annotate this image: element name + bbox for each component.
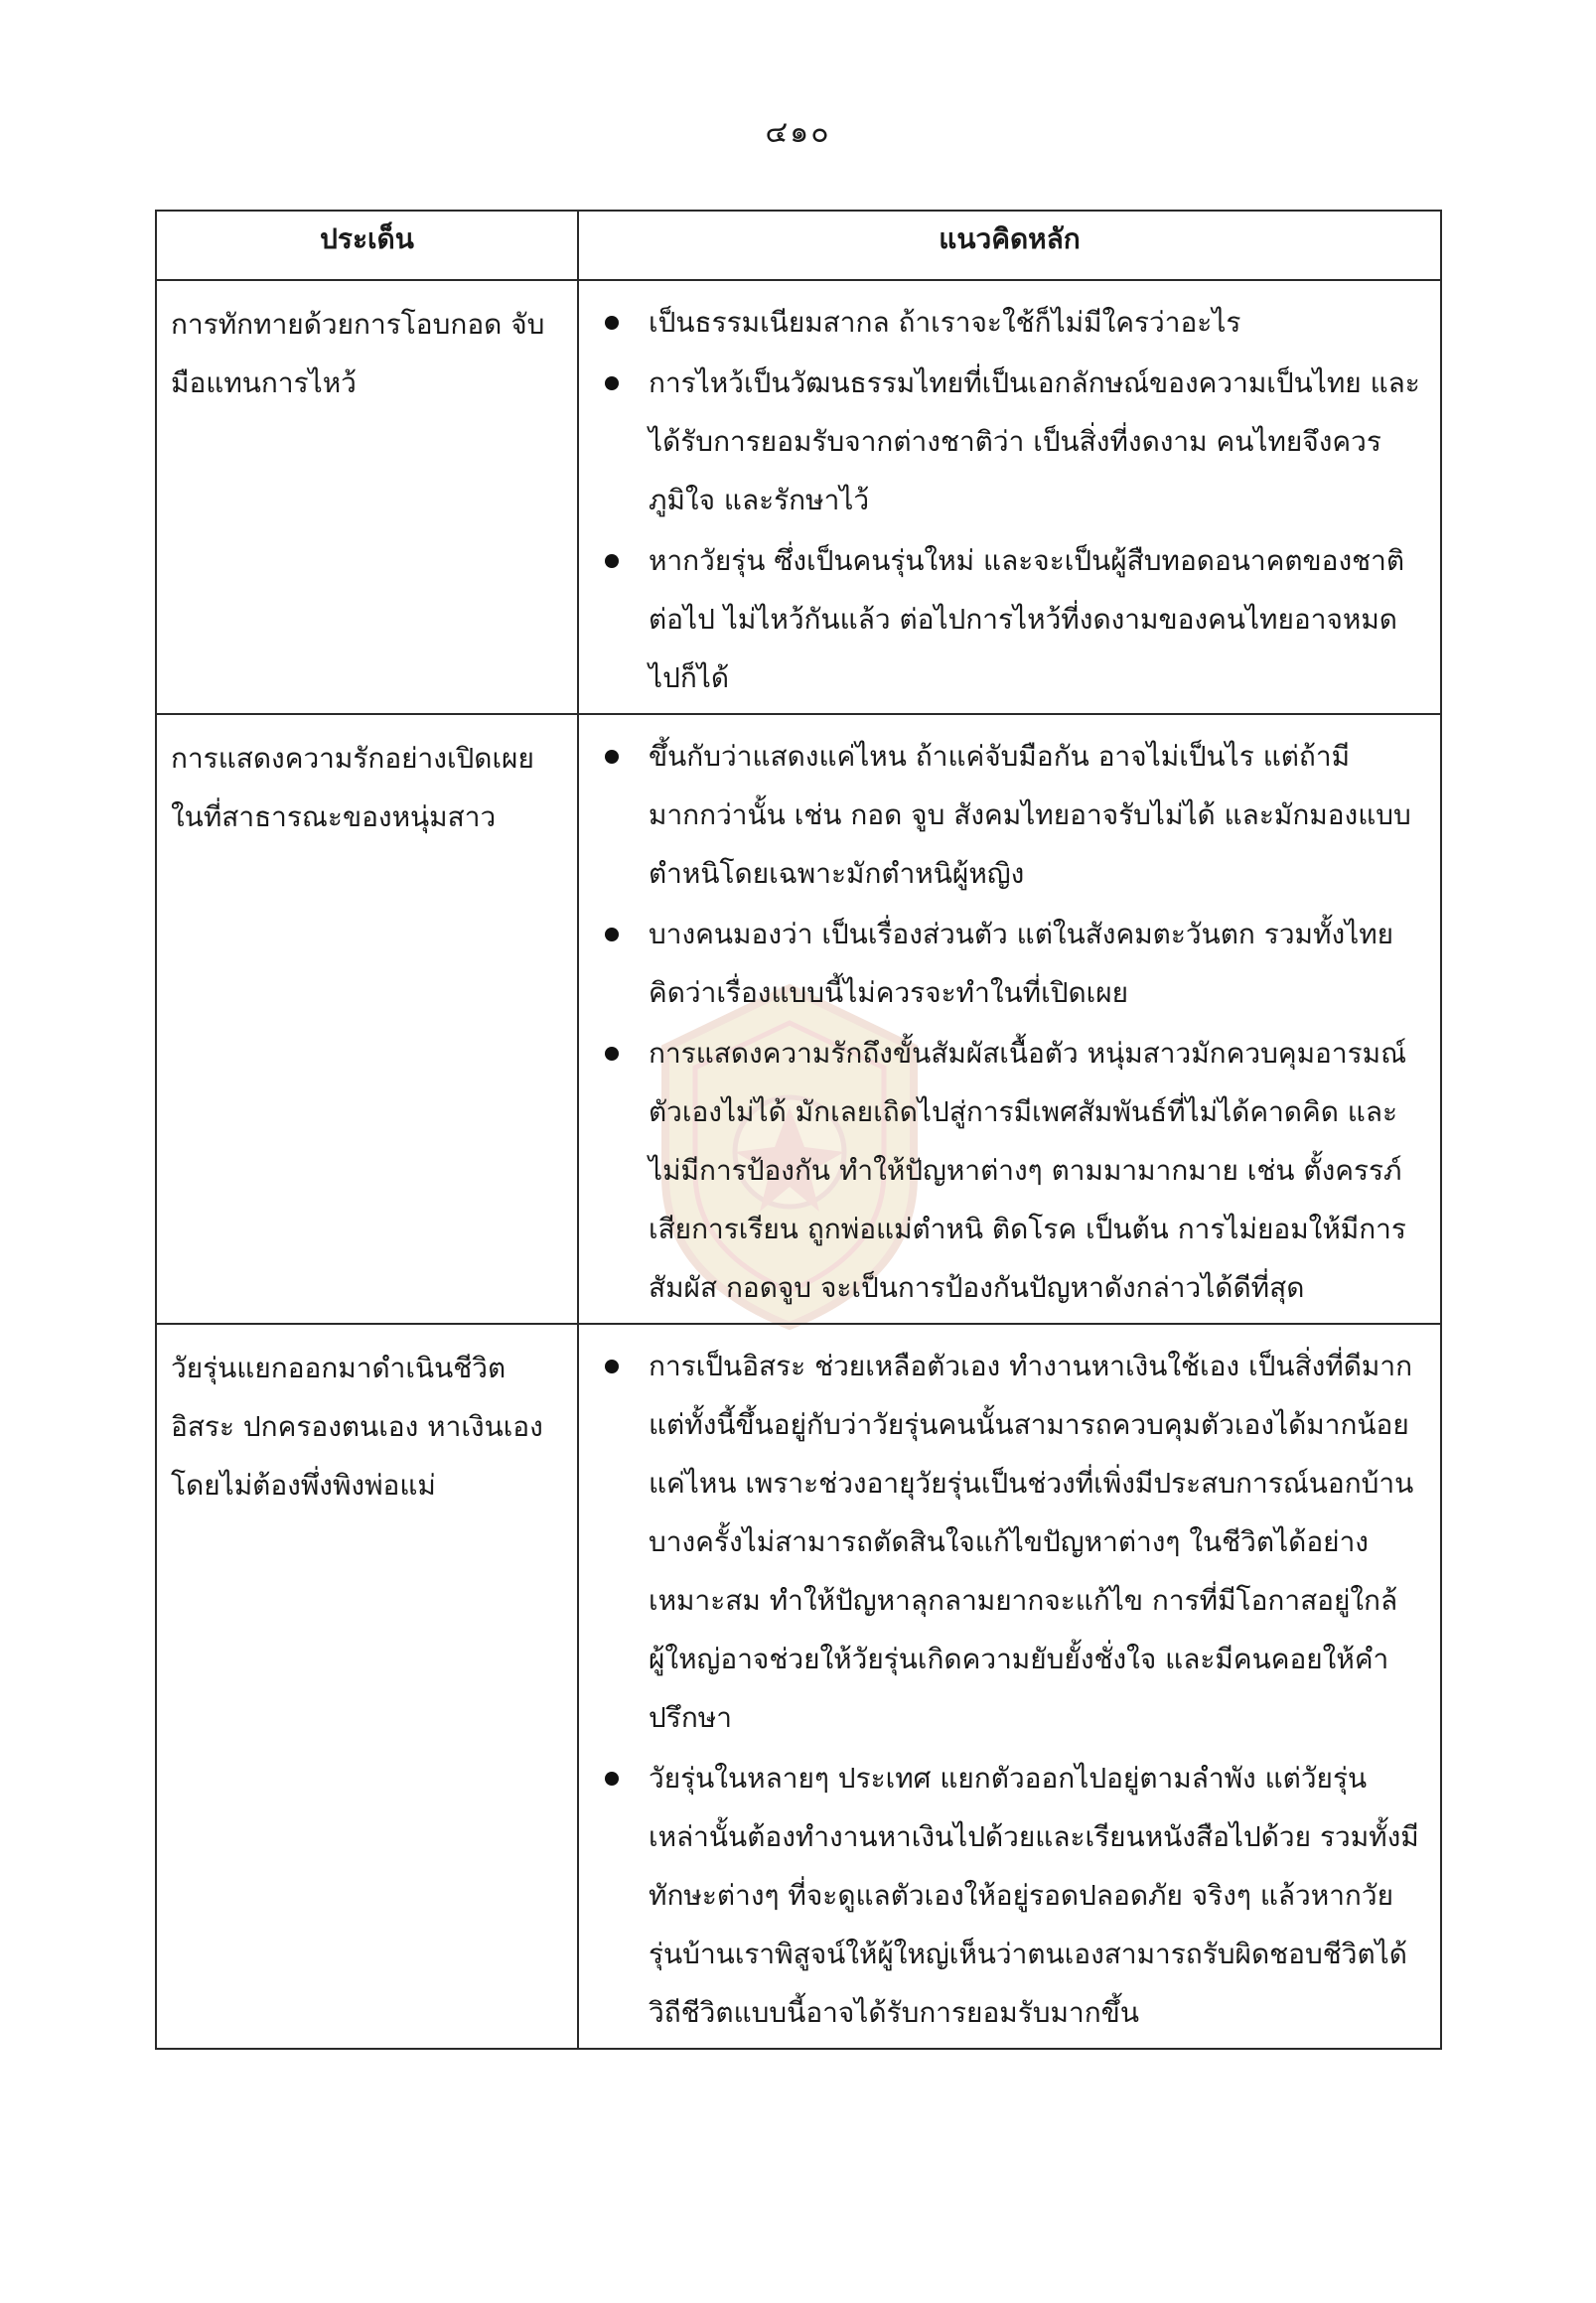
header-main-idea: แนวคิดหลัก	[578, 211, 1441, 280]
bullet-icon	[605, 750, 619, 764]
bullet-icon	[605, 376, 619, 390]
page-number: ๔๑๐	[765, 115, 831, 150]
table-row	[156, 714, 1441, 1324]
main-idea-cell	[578, 280, 1441, 714]
content-table	[155, 210, 1442, 2050]
list-item	[593, 1749, 1426, 2042]
list-item	[593, 1024, 1426, 1317]
issue-cell: การทักทายด้วยการโอบกอด จับมือแทนการไหว้	[156, 280, 578, 714]
list-item	[593, 293, 1426, 352]
list-item	[593, 1337, 1426, 1747]
table-row	[156, 1324, 1441, 2049]
point-text: ขึ้นกับว่าแสดงแค่ไหน ถ้าแค่จับมือกัน อาจไม่เป็นไร แต่ถ้ามีมากกว่านั้น เช่น กอด จูบ สังคมไทยอาจรับไม่ได้ และมักมองแบบตำหนิโดยเฉพาะมักตำหนิผู้หญิง	[649, 740, 1411, 890]
bullet-icon	[605, 1360, 619, 1373]
main-idea-cell	[578, 1324, 1441, 2049]
list-item	[593, 727, 1426, 903]
header-issue: ประเด็น	[156, 211, 578, 280]
bullet-icon	[605, 1772, 619, 1786]
list-item	[593, 354, 1426, 529]
point-text: การเป็นอิสระ ช่วยเหลือตัวเอง ทำงานหาเงินใช้เอง เป็นสิ่งที่ดีมาก แต่ทั้งนี้ขึ้นอยู่กับว่าวัยรุ่นคนนั้นสามารถควบคุมตัวเองได้มากน้อยแค่ไหน เพราะช่วงอายุวัยรุ่นเป็นช่วงที่เพิ่งมีประสบการณ์นอกบ้าน บางครั้งไม่สามารถตัดสินใจแก้ไขปัญหาต่างๆ ในชีวิตได้อย่างเหมาะสม ทำให้ปัญหาลุกลามยากจะแก้ไข การที่มีโอกาสอยู่ใกล้ผู้ใหญ่อาจช่วยให้วัยรุ่นเกิดความยับยั้งชั่งใจ และมีคนคอยให้คำปรึกษา	[649, 1350, 1414, 1734]
point-text: การไหว้เป็นวัฒนธรรมไทยที่เป็นเอกลักษณ์ของความเป็นไทย และได้รับการยอมรับจากต่างชาติว่า เป็นสิ่งที่งดงาม คนไทยจึงควรภูมิใจ และรักษาไว้	[649, 366, 1420, 516]
table-row	[156, 280, 1441, 714]
bullet-icon	[605, 316, 619, 330]
point-text: บางคนมองว่า เป็นเรื่องส่วนตัว แต่ในสังคมตะวันตก รวมทั้งไทยคิดว่าเรื่องแบบนี้ไม่ควรจะทำในที่เปิดเผย	[649, 918, 1394, 1009]
bullet-icon	[605, 554, 619, 568]
list-item	[593, 905, 1426, 1022]
point-text: การแสดงความรักถึงขั้นสัมผัสเนื้อตัว หนุ่มสาวมักควบคุมอารมณ์ตัวเองไม่ได้ มักเลยเถิดไปสู่การมีเพศสัมพันธ์ที่ไม่ได้คาดคิด และไม่มีการป้องกัน ทำให้ปัญหาต่างๆ ตามมามากมาย เช่น ตั้งครรภ์ เสียการเรียน ถูกพ่อแม่ตำหนิ ติดโรค เป็นต้น การไม่ยอมให้มีการสัมผัส กอดจูบ จะเป็นการป้องกันปัญหาดังกล่าวได้ดีที่สุด	[649, 1037, 1407, 1304]
main-idea-cell	[578, 714, 1441, 1324]
list-item	[593, 531, 1426, 707]
point-text: เป็นธรรมเนียมสากล ถ้าเราจะใช้ก็ไม่มีใครว่าอะไร	[649, 306, 1241, 339]
point-text: วัยรุ่นในหลายๆ ประเทศ แยกตัวออกไปอยู่ตามลำพัง แต่วัยรุ่นเหล่านั้นต้องทำงานหาเงินไปด้วยและเรียนหนังสือไปด้วย รวมทั้งมีทักษะต่างๆ ที่จะดูแลตัวเองให้อยู่รอดปลอดภัย จริงๆ แล้วหากวัยรุ่นบ้านเราพิสูจน์ให้ผู้ใหญ่เห็นว่าตนเองสามารถรับผิดชอบชีวิตได้ วิถีชีวิตแบบนี้อาจได้รับการยอมรับมากขึ้น	[649, 1762, 1419, 2029]
bullet-icon	[605, 1047, 619, 1061]
issue-cell: การแสดงความรักอย่างเปิดเผยในที่สาธารณะของหนุ่มสาว	[156, 714, 578, 1324]
bullet-icon	[605, 928, 619, 941]
table-header-row	[156, 211, 1441, 280]
point-text: หากวัยรุ่น ซึ่งเป็นคนรุ่นใหม่ และจะเป็นผู้สืบทอดอนาคตของชาติต่อไป ไม่ไหว้กันแล้ว ต่อไปการไหว้ที่งดงามของคนไทยอาจหมดไปก็ได้	[649, 544, 1405, 694]
issue-cell: วัยรุ่นแยกออกมาดำเนินชีวิตอิสระ ปกครองตนเอง หาเงินเองโดยไม่ต้องพึ่งพิงพ่อแม่	[156, 1324, 578, 2049]
